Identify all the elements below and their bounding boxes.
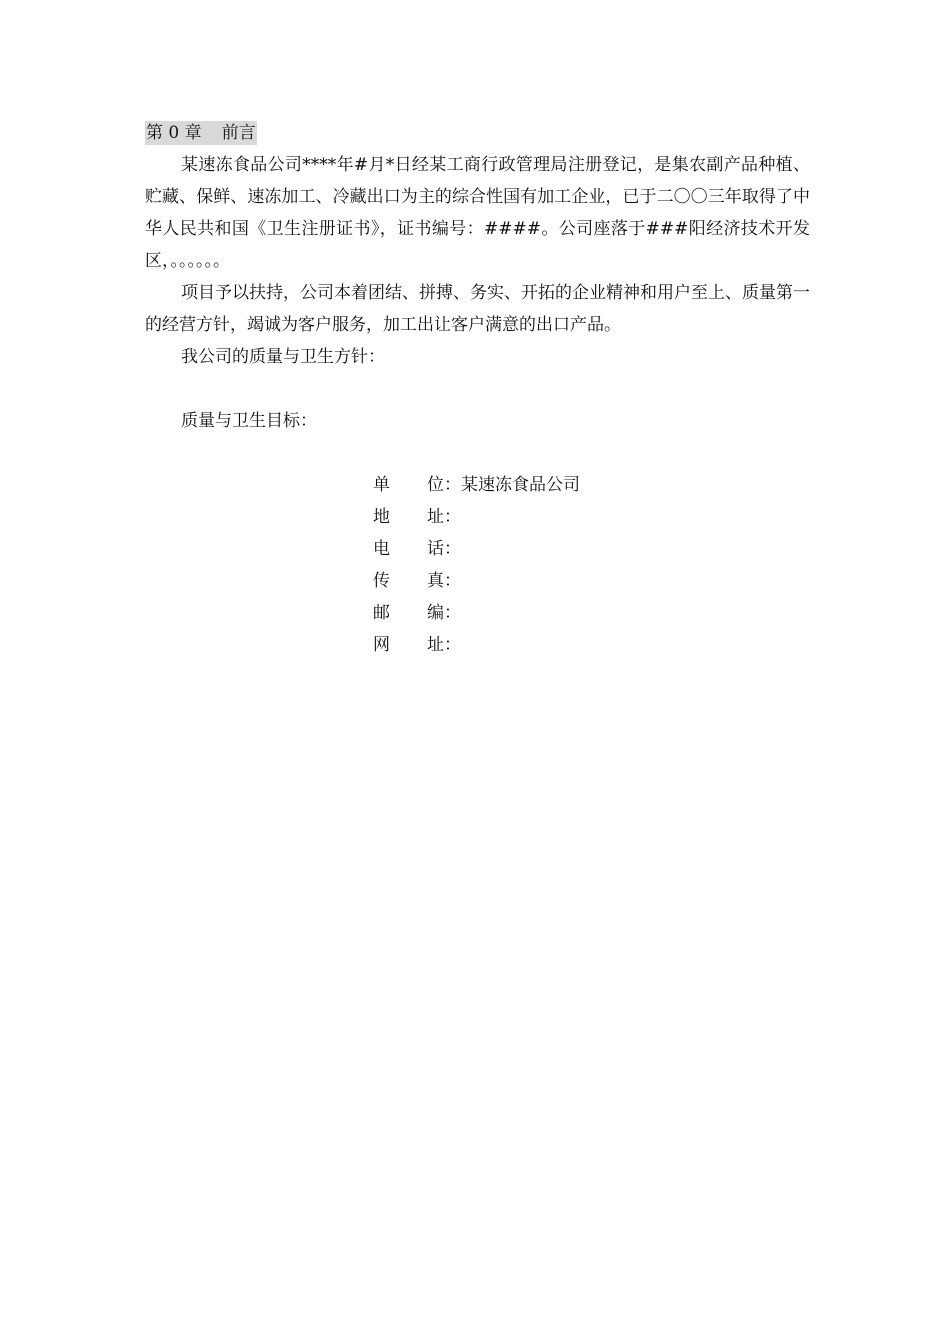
paragraph-quality-objective: 质量与卫生目标： xyxy=(181,411,317,431)
contact-label-char: 址： xyxy=(427,507,461,527)
contact-label-char: 位： xyxy=(427,475,461,495)
contact-row-unit xyxy=(373,469,580,501)
contact-label-char: 真： xyxy=(427,571,461,591)
paragraph-company-spirit: 项目予以扶持，公司本着团结、拼搏、务实、开拓的企业精神和用户至上、质量第一的经营方针，竭诚为客户服务，加工出让客户满意的出口产品。 xyxy=(145,283,810,335)
contact-label-char: 电 xyxy=(373,539,390,559)
contact-label-char: 邮 xyxy=(373,603,390,623)
contact-label-char: 编： xyxy=(427,603,461,623)
contact-row-address xyxy=(373,501,580,533)
chapter-number: 第 0 章 xyxy=(146,123,202,143)
contact-label xyxy=(373,597,461,629)
chapter-heading xyxy=(145,121,257,145)
paragraph-company-profile: 某速冻食品公司****年#月*日经某工商行政管理局注册登记，是集农副产品种植、贮藏、保鲜、速冻加工、冷藏出口为主的综合性国有加工企业，已于二〇〇三年取得了中华人民共和国《卫生注册证书》，证书编号：####。公司座落于###阳经济技术开发区，。。。。。。 xyxy=(145,155,810,271)
contact-label-char: 址： xyxy=(427,635,461,655)
contact-row-website xyxy=(373,629,580,661)
contact-value: 某速冻食品公司 xyxy=(461,475,580,495)
contact-label-char: 地 xyxy=(373,507,390,527)
contact-row-phone xyxy=(373,533,580,565)
contact-label xyxy=(373,501,461,533)
contact-label xyxy=(373,629,461,661)
contact-label-char: 话： xyxy=(427,539,461,559)
contact-label-char: 单 xyxy=(373,475,390,495)
contact-row-fax xyxy=(373,565,580,597)
contact-row-postcode xyxy=(373,597,580,629)
chapter-title: 前言 xyxy=(221,123,256,143)
contact-label-char: 传 xyxy=(373,571,390,591)
paragraph-quality-policy: 我公司的质量与卫生方针： xyxy=(181,347,385,367)
intro-paragraph-block xyxy=(145,149,810,277)
contact-info-block xyxy=(373,469,580,661)
contact-label xyxy=(373,565,461,597)
objective-paragraph-block xyxy=(145,405,810,437)
contact-label xyxy=(373,469,461,501)
contact-label-char: 网 xyxy=(373,635,390,655)
contact-label xyxy=(373,533,461,565)
spirit-paragraph-block xyxy=(145,277,810,341)
policy-paragraph-block xyxy=(145,341,810,373)
